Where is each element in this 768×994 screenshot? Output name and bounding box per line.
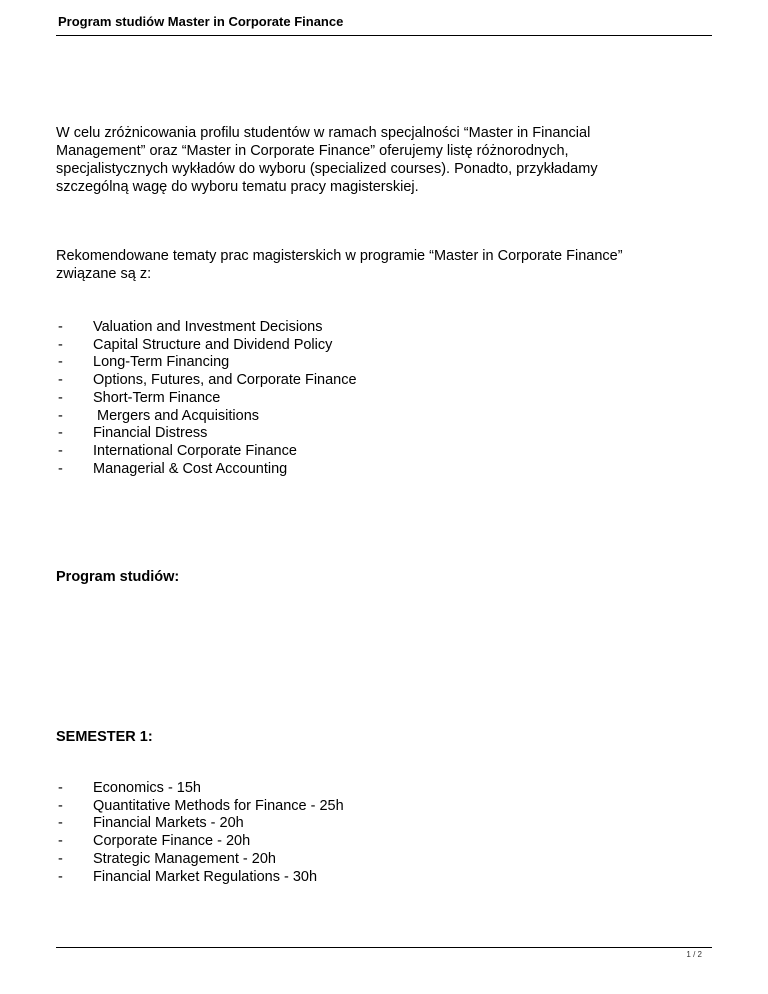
footer-divider — [56, 947, 712, 948]
topic-label: Capital Structure and Dividend Policy — [93, 336, 333, 353]
list-item — [56, 780, 344, 798]
intro-line: specjalistycznych wykładów do wyboru (specialized courses). Ponadto, przykładamy — [56, 161, 598, 177]
list-item — [56, 461, 357, 479]
intro-paragraph — [56, 124, 598, 196]
list-item — [56, 798, 344, 816]
topic-label: Managerial & Cost Accounting — [93, 460, 288, 477]
topic-label: Mergers and Acquisitions — [93, 407, 260, 424]
list-dash: - — [58, 389, 63, 406]
semester-1-courses-list — [56, 780, 344, 886]
list-dash: - — [58, 797, 63, 814]
topic-label: Valuation and Investment Decisions — [93, 319, 323, 335]
intro-line: szczególną wagę do wyboru tematu pracy magisterskiej. — [56, 179, 419, 195]
topic-label: Options, Futures, and Corporate Finance — [93, 372, 357, 389]
list-item — [56, 833, 344, 851]
course-label: Financial Markets - 20h — [93, 815, 244, 832]
list-item — [56, 869, 344, 887]
list-item — [56, 390, 357, 408]
list-item — [56, 851, 344, 869]
list-item — [56, 408, 357, 426]
list-item — [56, 372, 357, 390]
course-label: Economics - 15h — [93, 780, 201, 796]
recommended-line: Rekomendowane tematy prac magisterskich w programie “Master in Corporate Finance” — [56, 248, 623, 264]
thesis-topics-list — [56, 319, 357, 478]
topic-label: International Corporate Finance — [93, 442, 297, 459]
list-item — [56, 443, 357, 461]
intro-line: Management” oraz “Master in Corporate Finance” oferujemy listę różnorodnych, — [56, 143, 569, 159]
list-dash: - — [58, 815, 63, 832]
list-dash: - — [58, 850, 63, 867]
list-dash: - — [58, 425, 63, 442]
course-label: Quantitative Methods for Finance - 25h — [93, 797, 344, 814]
topic-label: Short-Term Finance — [93, 389, 221, 406]
list-item — [56, 337, 357, 355]
course-label: Financial Market Regulations - 30h — [93, 868, 318, 885]
program-heading: Program studiów: — [56, 569, 180, 585]
list-item — [56, 815, 344, 833]
header-divider — [56, 35, 712, 36]
list-dash: - — [58, 780, 63, 796]
list-item — [56, 319, 357, 337]
semester-1-heading: SEMESTER 1: — [56, 729, 153, 745]
course-label: Corporate Finance - 20h — [93, 833, 251, 850]
course-label: Strategic Management - 20h — [93, 850, 276, 867]
list-item — [56, 425, 357, 443]
list-dash: - — [58, 336, 63, 353]
page-number: 1 / 2 — [686, 950, 702, 959]
intro-line: W celu zróżnicowania profilu studentów w ramach specjalności “Master in Financial — [56, 125, 591, 141]
list-dash: - — [58, 372, 63, 389]
list-item — [56, 354, 357, 372]
list-dash: - — [58, 319, 63, 335]
list-dash: - — [58, 407, 63, 424]
document-header-title: Program studiów Master in Corporate Finance — [58, 14, 344, 29]
recommended-paragraph — [56, 247, 623, 283]
list-dash: - — [58, 833, 63, 850]
topic-label: Long-Term Financing — [93, 354, 230, 371]
recommended-line: związane są z: — [56, 266, 152, 282]
topic-label: Financial Distress — [93, 425, 208, 442]
list-dash: - — [58, 868, 63, 885]
list-dash: - — [58, 354, 63, 371]
list-dash: - — [58, 460, 63, 477]
list-dash: - — [58, 442, 63, 459]
